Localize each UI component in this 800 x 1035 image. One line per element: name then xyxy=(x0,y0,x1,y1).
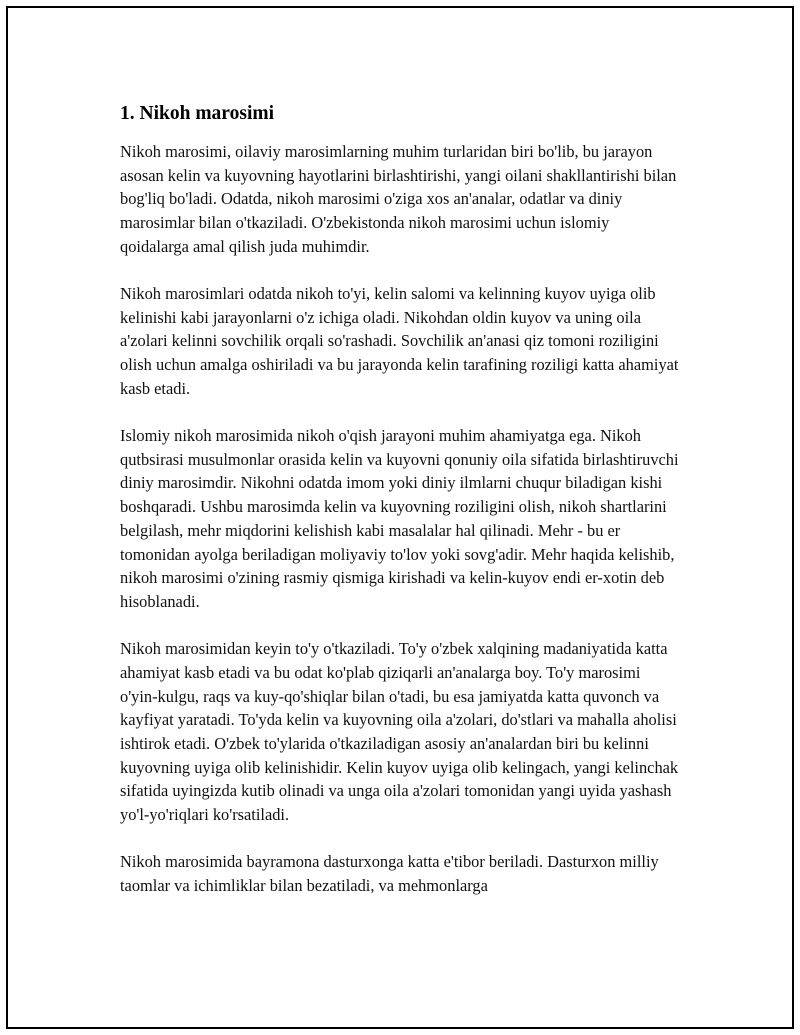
paragraph-3: Islomiy nikoh marosimida nikoh o'qish jarayoni muhim ahamiyatga ega. Nikoh qutbsirasi musulmonlar orasida kelin va kuyovni qonuniy oila sifatida birlashtiruvchi diniy marosimdir. Nikohni odatda imom yoki diniy ilmlarni chuqur biladigan kishi boshqaradi. Ushbu marosimda kelin va kuyovning roziligini olish, nikoh shartlarini belgilash, mehr miqdorini kelishish kabi masalalar hal qilinadi. Mehr - bu er tomonidan ayolga beriladigan moliyaviy to'lov yoki sovg'adir. Mehr haqida kelishib, nikoh marosimi o'zining rasmiy qismiga kirishadi va kelin-kuyov endi er-xotin deb hisoblanadi. xyxy=(120,426,679,611)
document-body xyxy=(120,100,680,921)
paragraph-1: Nikoh marosimi, oilaviy marosimlarning muhim turlaridan biri bo'lib, bu jarayon asosan kelin va kuyovning hayotlarini birlashtirishi, yangi oilani shakllantirishi bilan bog'liq bo'ladi. Odatda, nikoh marosimi o'ziga xos an'analar, odatlar va diniy marosimlar bilan o'tkaziladi. O'zbekistonda nikoh marosimi uchun islomiy qoidalarga amal qilish juda muhimdir. xyxy=(120,142,677,256)
paragraph-2: Nikoh marosimlari odatda nikoh to'yi, kelin salomi va kelinning kuyov uyiga olib kelinishi kabi jarayonlarni o'z ichiga oladi. Nikohdan oldin kuyov va uning oila a'zolari kelinni sovchilik orqali so'rashadi. Sovchilik an'anasi qiz tomoni roziligini olish uchun amalga oshiriladi va bu jarayonda kelin tarafining roziligi katta ahamiyat kasb etadi. xyxy=(120,284,679,398)
page-frame xyxy=(6,6,794,1029)
paragraph-5: Nikoh marosimida bayramona dasturxonga katta e'tibor beriladi. Dasturxon milliy taomlar va ichimliklar bilan bezatiladi, va mehmonlarga xyxy=(120,852,659,895)
section-heading: 1. Nikoh marosimi xyxy=(120,103,275,124)
paragraph-4: Nikoh marosimidan keyin to'y o'tkaziladi. To'y o'zbek xalqining madaniyatida katta ahamiyat kasb etadi va bu odat ko'plab qiziqarli an'analarga boy. To'y marosimi o'yin-kulgu, raqs va kuy-qo'shiqlar bilan o'tadi, bu esa jamiyatda katta quvonch va kayfiyat yaratadi. To'yda kelin va kuyovning oila a'zolari, do'stlari va mahalla aholisi ishtirok etadi. O'zbek to'ylarida o'tkaziladigan asosiy an'analardan biri bu kelinni kuyovning uyiga olib kelinishidir. Kelin kuyov uyiga olib kelingach, yangi kelinchak sifatida uyingizda kutib olinadi va unga oila a'zolari tomonidan yangi uyida yashash yo'l-yo'riqlari ko'rsatiladi. xyxy=(120,639,679,825)
